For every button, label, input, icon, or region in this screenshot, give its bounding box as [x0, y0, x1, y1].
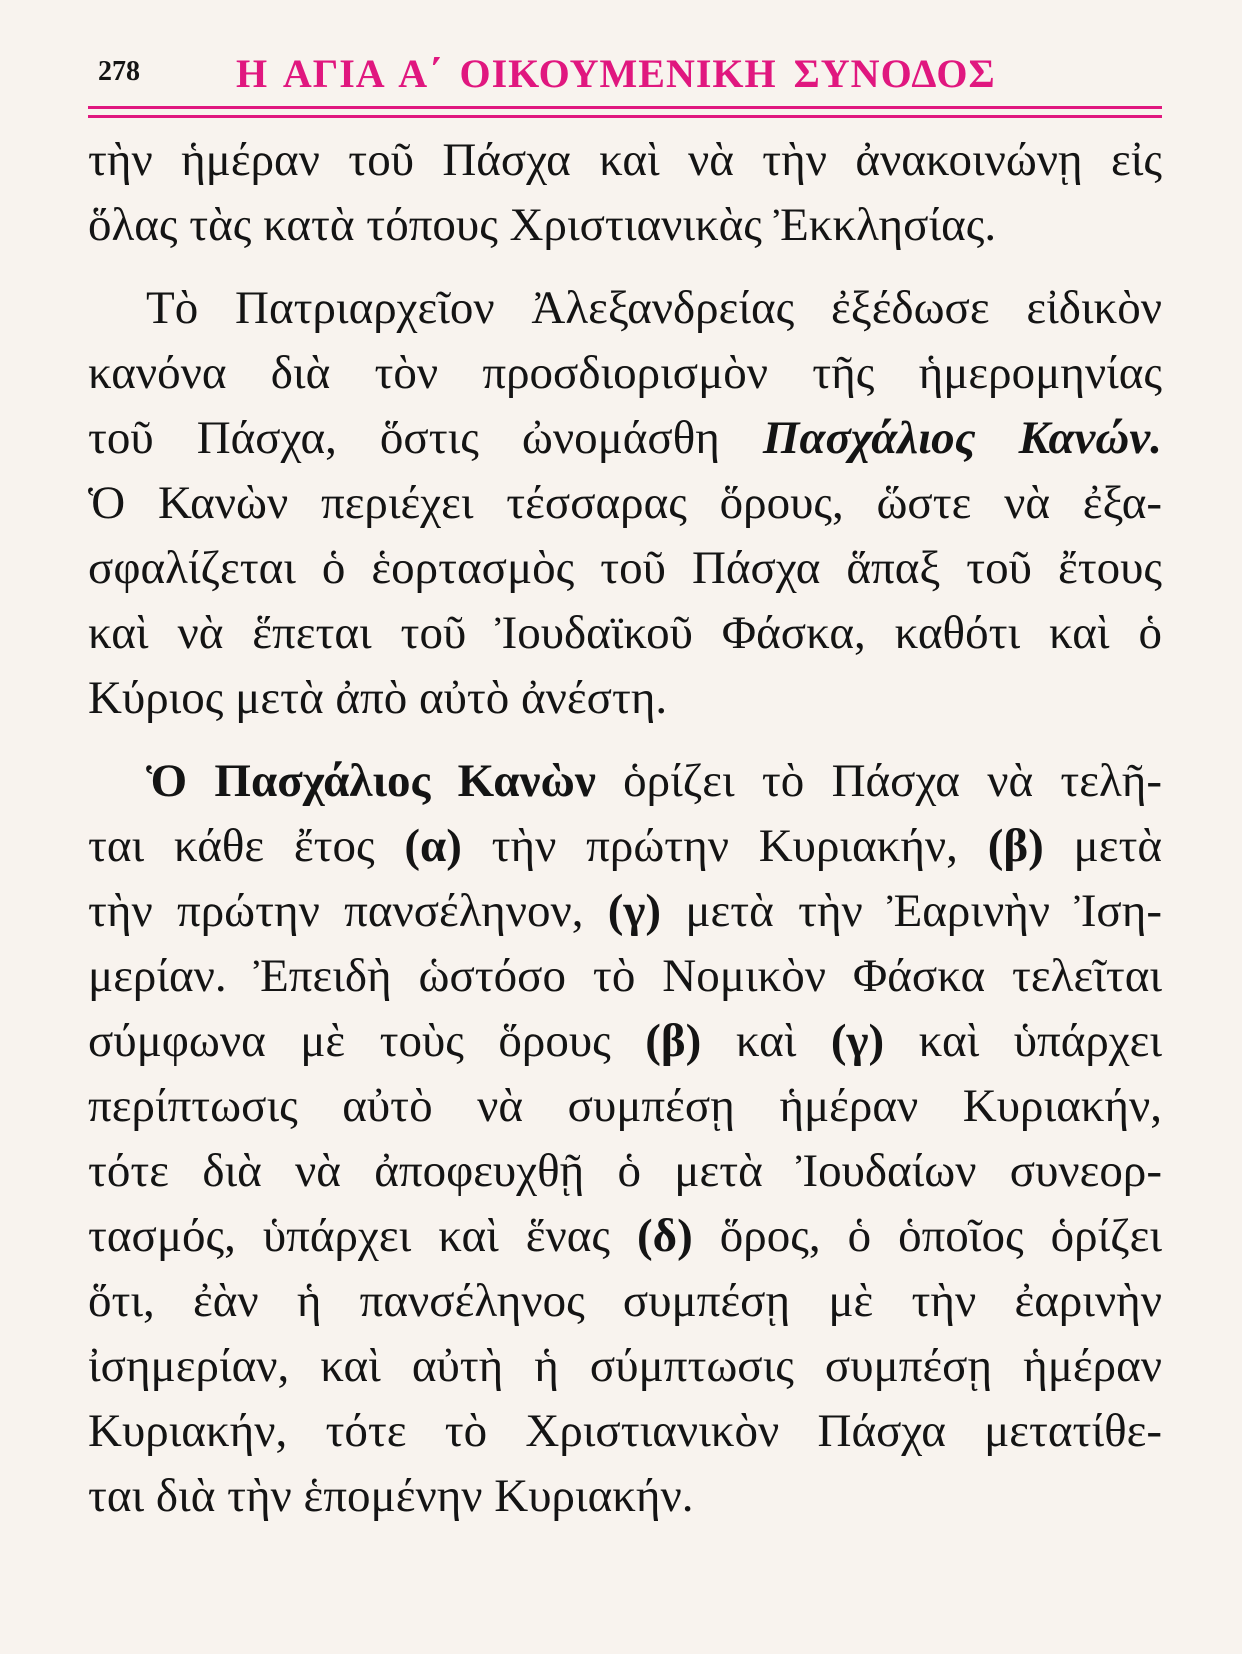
text-line: ται διὰ τὴν ἑπομένην Κυριακήν. — [88, 1470, 694, 1522]
text-line — [88, 879, 1162, 944]
text-line — [88, 749, 1162, 814]
header-rule-top — [88, 106, 1162, 109]
page-number: 278 — [98, 56, 140, 87]
text-run: σύμφωνα μὲ τοὺς ὅρους — [88, 1015, 611, 1067]
text-run: ται κάθε ἔτος — [88, 820, 375, 872]
text-line: μερίαν. Ἐπειδὴ ὡστόσο τὸ Νομικὸν Φάσκα τελεῖται — [88, 950, 1162, 1002]
text-run: τὴν πρώτην Κυριακήν, — [491, 820, 958, 872]
text-line: τότε διὰ νὰ ἀποφευχθῇ ὁ μετὰ Ἰουδαίων συνεορ- — [88, 1145, 1162, 1197]
text-line — [88, 1204, 1162, 1269]
paragraph-3 — [88, 749, 1162, 1529]
text-line: Κύριος μετὰ ἀπὸ αὐτὸ ἀνέστη. — [88, 672, 668, 724]
text-run: τοῦ Πάσχα, ὅστις ὠνομάσθη — [88, 412, 720, 464]
text-line — [88, 406, 1162, 471]
page-header — [88, 50, 1162, 100]
condition-marker: (β) — [987, 820, 1044, 872]
condition-marker: (α) — [404, 820, 462, 872]
text-run: καὶ ὑπάρχει — [918, 1015, 1163, 1067]
text-run: ὁρίζει τὸ Πάσχα νὰ τελῆ- — [623, 755, 1162, 807]
text-line: ἰσημερίαν, καὶ αὐτὴ ἡ σύμπτωσις συμπέσῃ ἡμέραν — [88, 1340, 1162, 1392]
text-line: ὅλας τὰς κατὰ τόπους Χριστιανικὰς Ἐκκλησίας. — [88, 199, 997, 251]
text-line: Τὸ Πατριαρχεῖον Ἀλεξανδρείας ἐξέδωσε εἰδικὸν — [146, 282, 1162, 334]
text-run: καὶ — [735, 1015, 797, 1067]
text-run: ὅρος, ὁ ὁποῖος ὁρίζει — [719, 1210, 1163, 1262]
condition-marker: (γ) — [607, 885, 662, 937]
text-line: καὶ νὰ ἕπεται τοῦ Ἰουδαϊκοῦ Φάσκα, καθότι καὶ ὁ — [88, 607, 1162, 659]
text-line: σφαλίζεται ὁ ἑορτασμὸς τοῦ Πάσχα ἅπαξ τοῦ ἔτους — [88, 542, 1162, 594]
text-line: Ὁ Κανὼν περιέχει τέσσαρας ὅρους, ὥστε νὰ ἐξα- — [88, 477, 1162, 529]
text-line — [88, 814, 1162, 879]
text-line: περίπτωσις αὐτὸ νὰ συμπέσῃ ἡμέραν Κυριακήν, — [88, 1080, 1162, 1132]
condition-marker: (β) — [645, 1015, 702, 1067]
text-line: κανόνα διὰ τὸν προσδιορισμὸν τῆς ἡμερομηνίας — [88, 347, 1162, 399]
body-text — [88, 128, 1162, 1529]
emphasis-term: Πασχάλιος Κανών. — [762, 412, 1162, 464]
bold-term: Ὁ Πασχάλιος Κανὼν — [146, 755, 596, 807]
text-run: τασμός, ὑπάρχει καὶ ἕνας — [88, 1210, 611, 1262]
text-line: τὴν ἡμέραν τοῦ Πάσχα καὶ νὰ τὴν ἀνακοινώνῃ εἰς — [88, 134, 1162, 186]
text-line — [88, 1009, 1162, 1074]
paragraph-gap — [88, 731, 1162, 749]
text-run: μετὰ — [1073, 820, 1162, 872]
paragraph-2 — [88, 276, 1162, 731]
paragraph-1 — [88, 128, 1162, 258]
header-rule-bottom — [88, 115, 1162, 118]
text-line: ὅτι, ἐὰν ἡ πανσέληνος συμπέσῃ μὲ τὴν ἐαρινὴν — [88, 1275, 1162, 1327]
condition-marker: (γ) — [830, 1015, 885, 1067]
condition-marker: (δ) — [637, 1210, 693, 1262]
text-run: μετὰ τὴν Ἐαρινὴν Ἰση- — [685, 885, 1162, 937]
running-title: Η ΑΓΙΑ Α΄ ΟΙΚΟΥΜΕΝΙΚΗ ΣΥΝΟΔΟΣ — [236, 51, 996, 96]
text-run: τὴν πρώτην πανσέληνον, — [88, 885, 584, 937]
text-line: Κυριακήν, τότε τὸ Χριστιανικὸν Πάσχα μετατίθε- — [88, 1405, 1162, 1457]
paragraph-gap — [88, 258, 1162, 276]
